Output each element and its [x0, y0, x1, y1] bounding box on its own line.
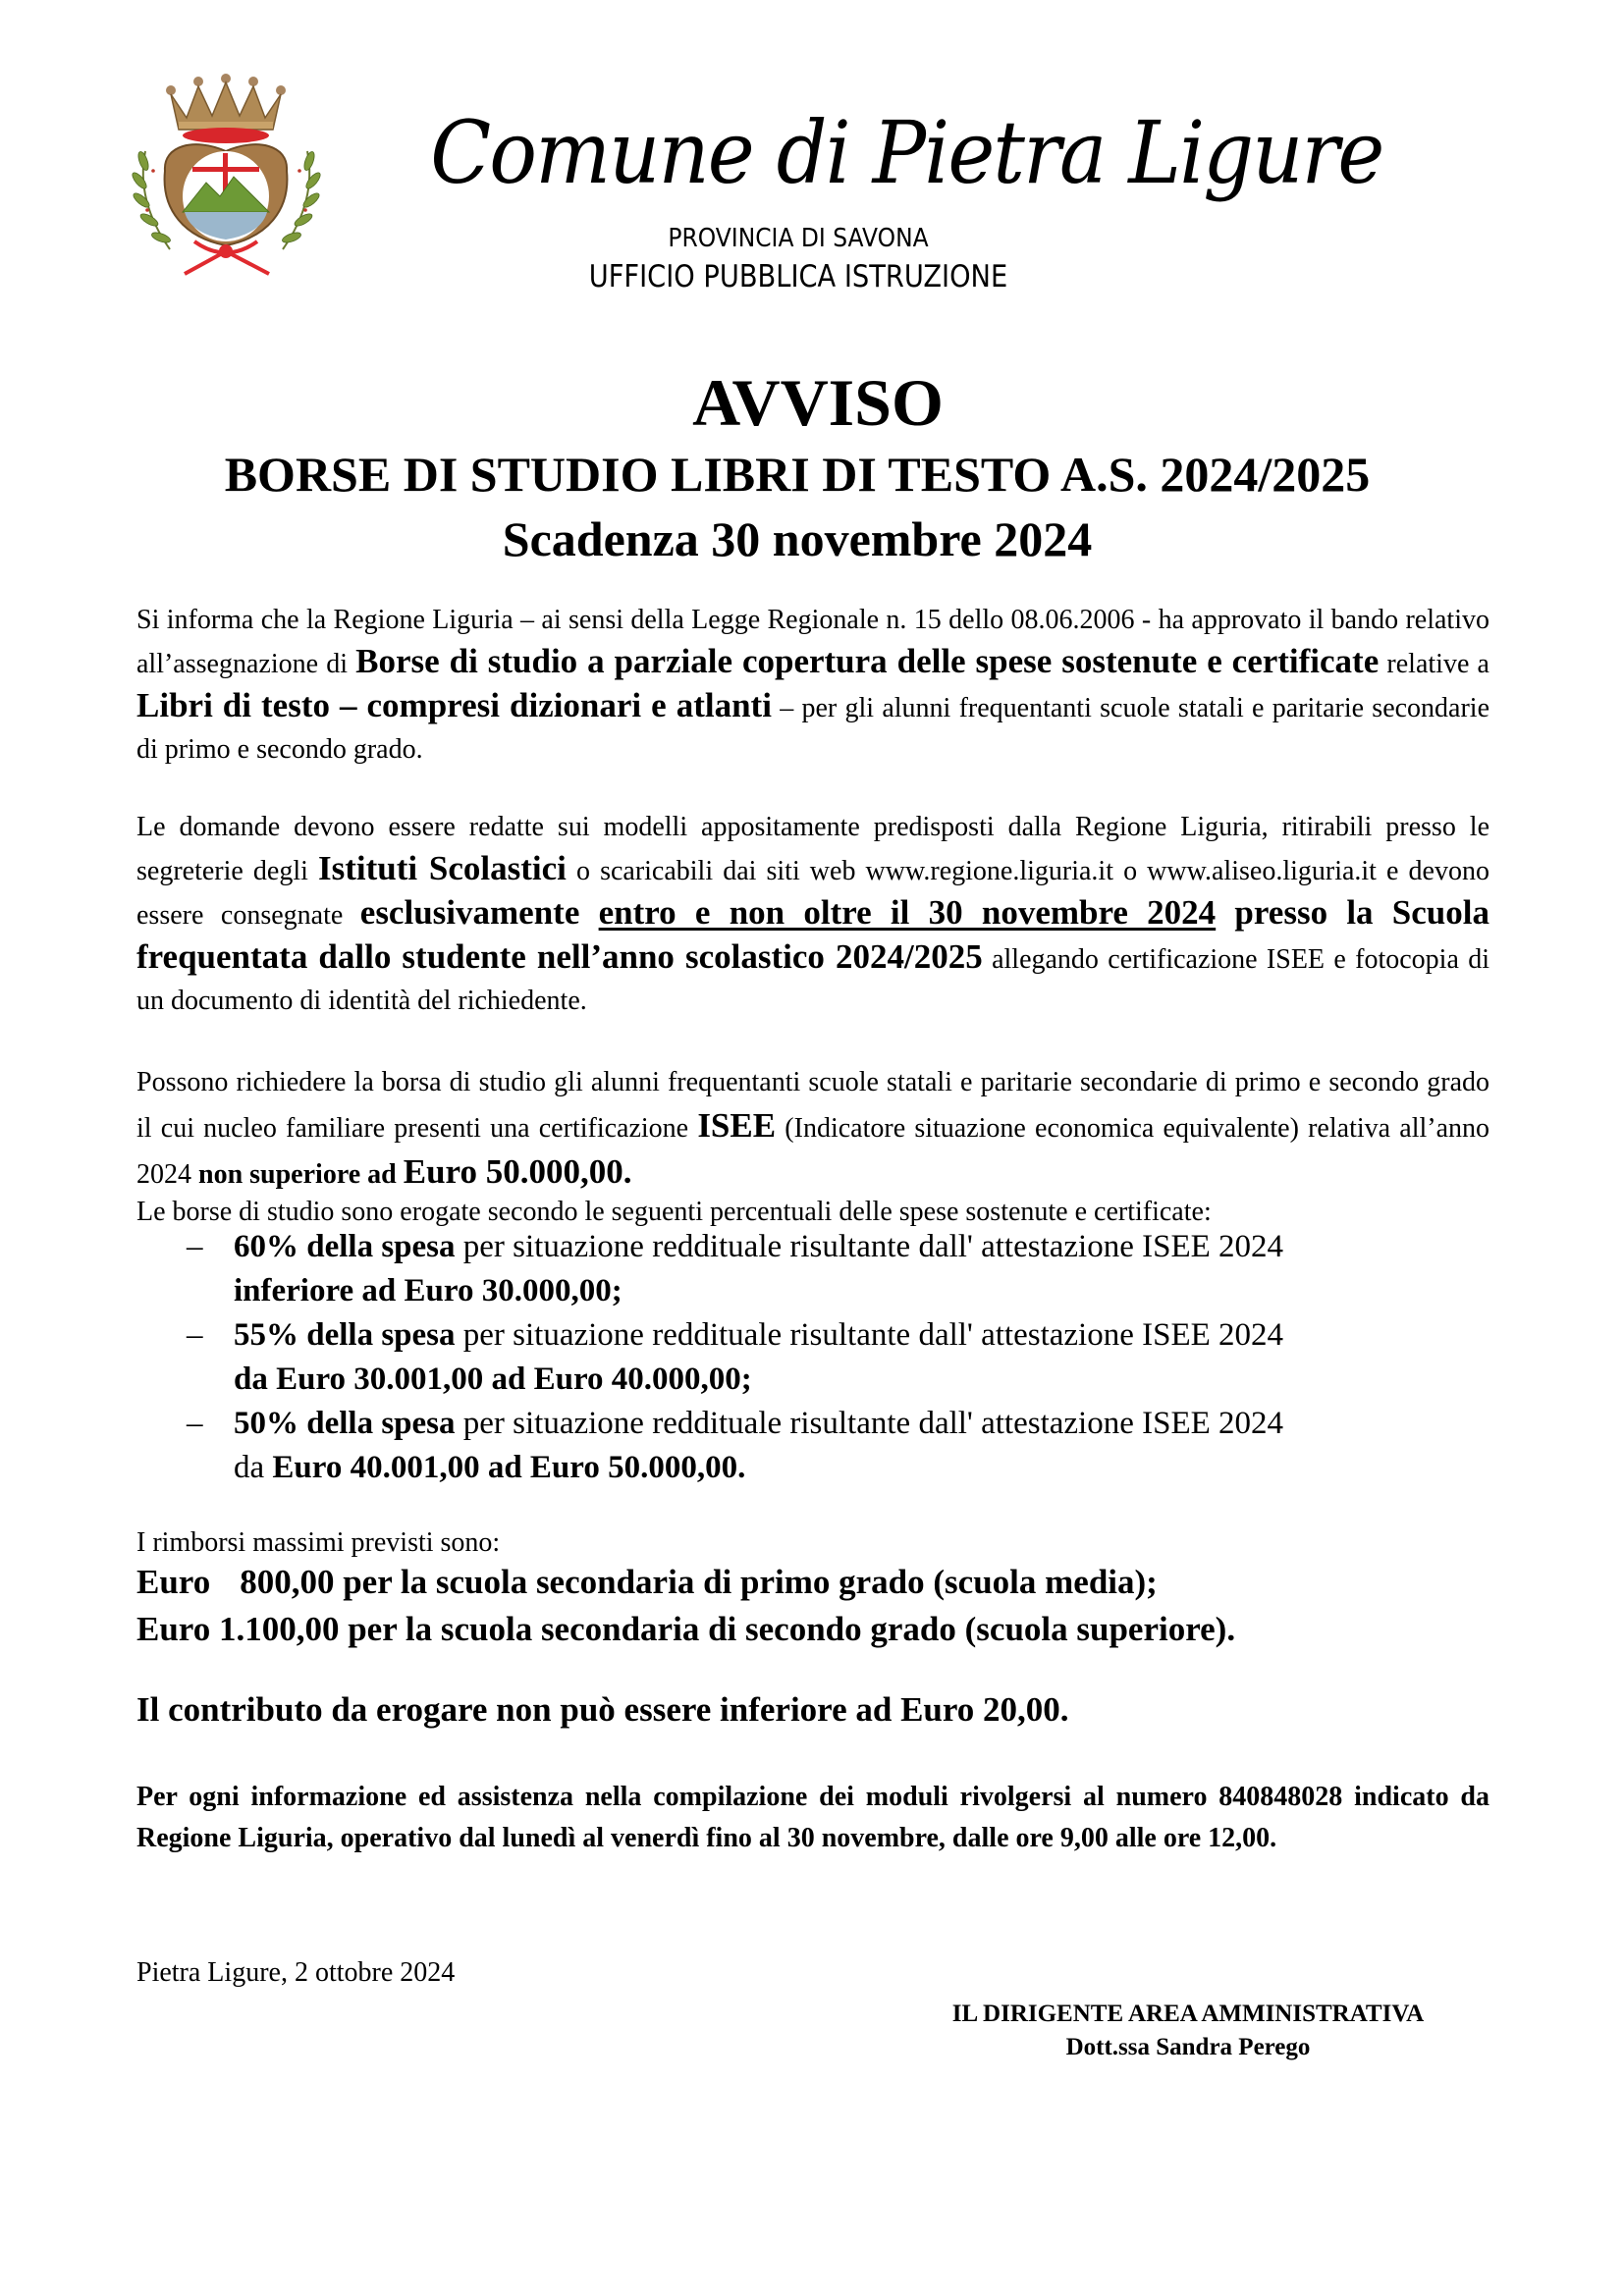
eligibility-paragraph: [136, 1061, 1489, 1197]
text-run: per situazione reddituale risultante dall' attestazione ISEE 2024: [455, 1406, 1284, 1441]
deadline-underlined: entro e non oltre il 30 novembre 2024: [598, 893, 1217, 932]
text-run: o scaricabili dai siti web www.regione.liguria.it o www.aliseo.liguria.it e devono essere consegnate: [136, 856, 1489, 931]
bold-run: non superiore ad: [198, 1159, 404, 1190]
dash-bullet-icon: –: [187, 1229, 203, 1264]
text-run: Si informa che la Regione Liguria – ai sensi della Legge Regionale n. 15 dello 08.06.2006 - ha approvato il bando relativo all’assegnazione di: [136, 605, 1489, 679]
minimum-contribution: Il contributo da erogare non può essere inferiore ad Euro 20,00.: [136, 1690, 1069, 1729]
dash-bullet-icon: –: [187, 1317, 203, 1353]
application-paragraph: [136, 807, 1489, 1022]
info-paragraph: Per ogni informazione ed assistenza nella compilazione dei moduli rivolgersi al numero 840848028 indicato da Regione Liguria, operativo dal lunedì al venerdì fino al 30 novembre, dalle ore 9,00 alle ore 12,00.: [136, 1782, 1489, 1853]
bold-run: Istituti Scolastici: [317, 849, 567, 887]
amount: 800,00: [240, 1563, 335, 1601]
text-run: (Indicatore situazione economica equivalente) relativa all’anno 2024: [136, 1113, 1489, 1190]
crown-icon: [166, 74, 286, 143]
percentage-value: 55% della spesa: [234, 1317, 456, 1353]
text-run: per situazione reddituale risultante dall' attestazione ISEE 2024: [455, 1317, 1284, 1353]
text-run: – per gli alunni frequentanti scuole statali e paritarie secondarie di primo e secondo grado.: [136, 693, 1490, 765]
text-run: da: [234, 1450, 273, 1485]
coat-of-arms-icon: [126, 73, 327, 279]
list-item: [136, 1402, 1489, 1490]
currency-label: Euro: [136, 1563, 211, 1601]
text-run: relative a: [1379, 649, 1489, 679]
text-run: per la scuola secondaria di secondo grado (scuola superiore).: [339, 1610, 1236, 1648]
isee-range: Euro 40.001,00 ad Euro 50.000,00.: [272, 1450, 746, 1485]
bold-run: ISEE: [697, 1106, 777, 1145]
percentage-list: [136, 1225, 1489, 1490]
text-run: per la scuola secondaria di primo grado (scuola media);: [334, 1563, 1158, 1601]
office-label: UFFICIO PUBBLICA ISTRUZIONE: [588, 259, 1008, 294]
municipality-name: Comune di Pietra Ligure: [430, 102, 1383, 203]
text-run: allegando certificazione ISEE e fotocopia di un documento di identità del richiedente.: [136, 944, 1489, 1016]
signatory-role: IL DIRIGENTE AREA AMMINISTRATIVA: [951, 2001, 1425, 2027]
bold-run: esclusivamente: [359, 893, 599, 932]
bold-run: Borse di studio a parziale copertura delle spese sostenute e certificate: [355, 642, 1380, 680]
intro-paragraph: [136, 600, 1489, 771]
place-date: Pietra Ligure, 2 ottobre 2024: [136, 1957, 456, 1988]
notice-title: AVVISO: [692, 365, 944, 440]
percentages-intro: Le borse di studio sono erogate secondo le seguenti percentuali delle spese sostenute e certificate:: [136, 1197, 1212, 1227]
isee-range: da Euro 30.001,00 ad Euro 40.000,00;: [234, 1362, 752, 1397]
list-item: [136, 1313, 1489, 1402]
bold-run: Libri di testo – compresi dizionari e atlanti: [136, 686, 772, 724]
text-run: per situazione reddituale risultante dall' attestazione ISEE 2024: [455, 1229, 1284, 1264]
reimbursement-item: [136, 1607, 1235, 1652]
text-run: Possono richiedere la borsa di studio gli alunni frequentanti scuole statali e paritarie secondarie di primo e secondo grado il cui nucleo familiare presenti una certificazione: [136, 1067, 1489, 1144]
reimbursement-item: [136, 1560, 1158, 1605]
currency-label: Euro: [136, 1610, 211, 1648]
text-run: Le domande devono essere redatte sui modelli appositamente predisposti dalla Regione Liguria, ritirabili presso le segreterie degli: [136, 812, 1489, 886]
deadline-heading: Scadenza 30 novembre 2024: [502, 511, 1093, 566]
dash-bullet-icon: –: [187, 1406, 203, 1441]
ribbon-icon: [185, 241, 269, 274]
amount: 1.100,00: [218, 1610, 340, 1648]
bold-run: Euro 50.000,00.: [403, 1152, 632, 1191]
signatory-name: Dott.ssa Sandra Perego: [1065, 2034, 1311, 2060]
province-label: PROVINCIA DI SAVONA: [668, 224, 929, 253]
percentage-value: 50% della spesa: [234, 1406, 456, 1441]
isee-range: inferiore ad Euro 30.000,00;: [234, 1273, 623, 1308]
list-item: [136, 1225, 1489, 1313]
shield-icon: [165, 144, 288, 245]
percentage-value: 60% della spesa: [234, 1229, 456, 1264]
reimbursements-intro: I rimborsi massimi previsti sono:: [136, 1527, 501, 1558]
bold-run: presso la Scuola frequentata dallo studente nell’anno scolastico 2024/2025: [136, 893, 1489, 976]
notice-subtitle: BORSE DI STUDIO LIBRI DI TESTO A.S. 2024/2025: [224, 447, 1371, 502]
